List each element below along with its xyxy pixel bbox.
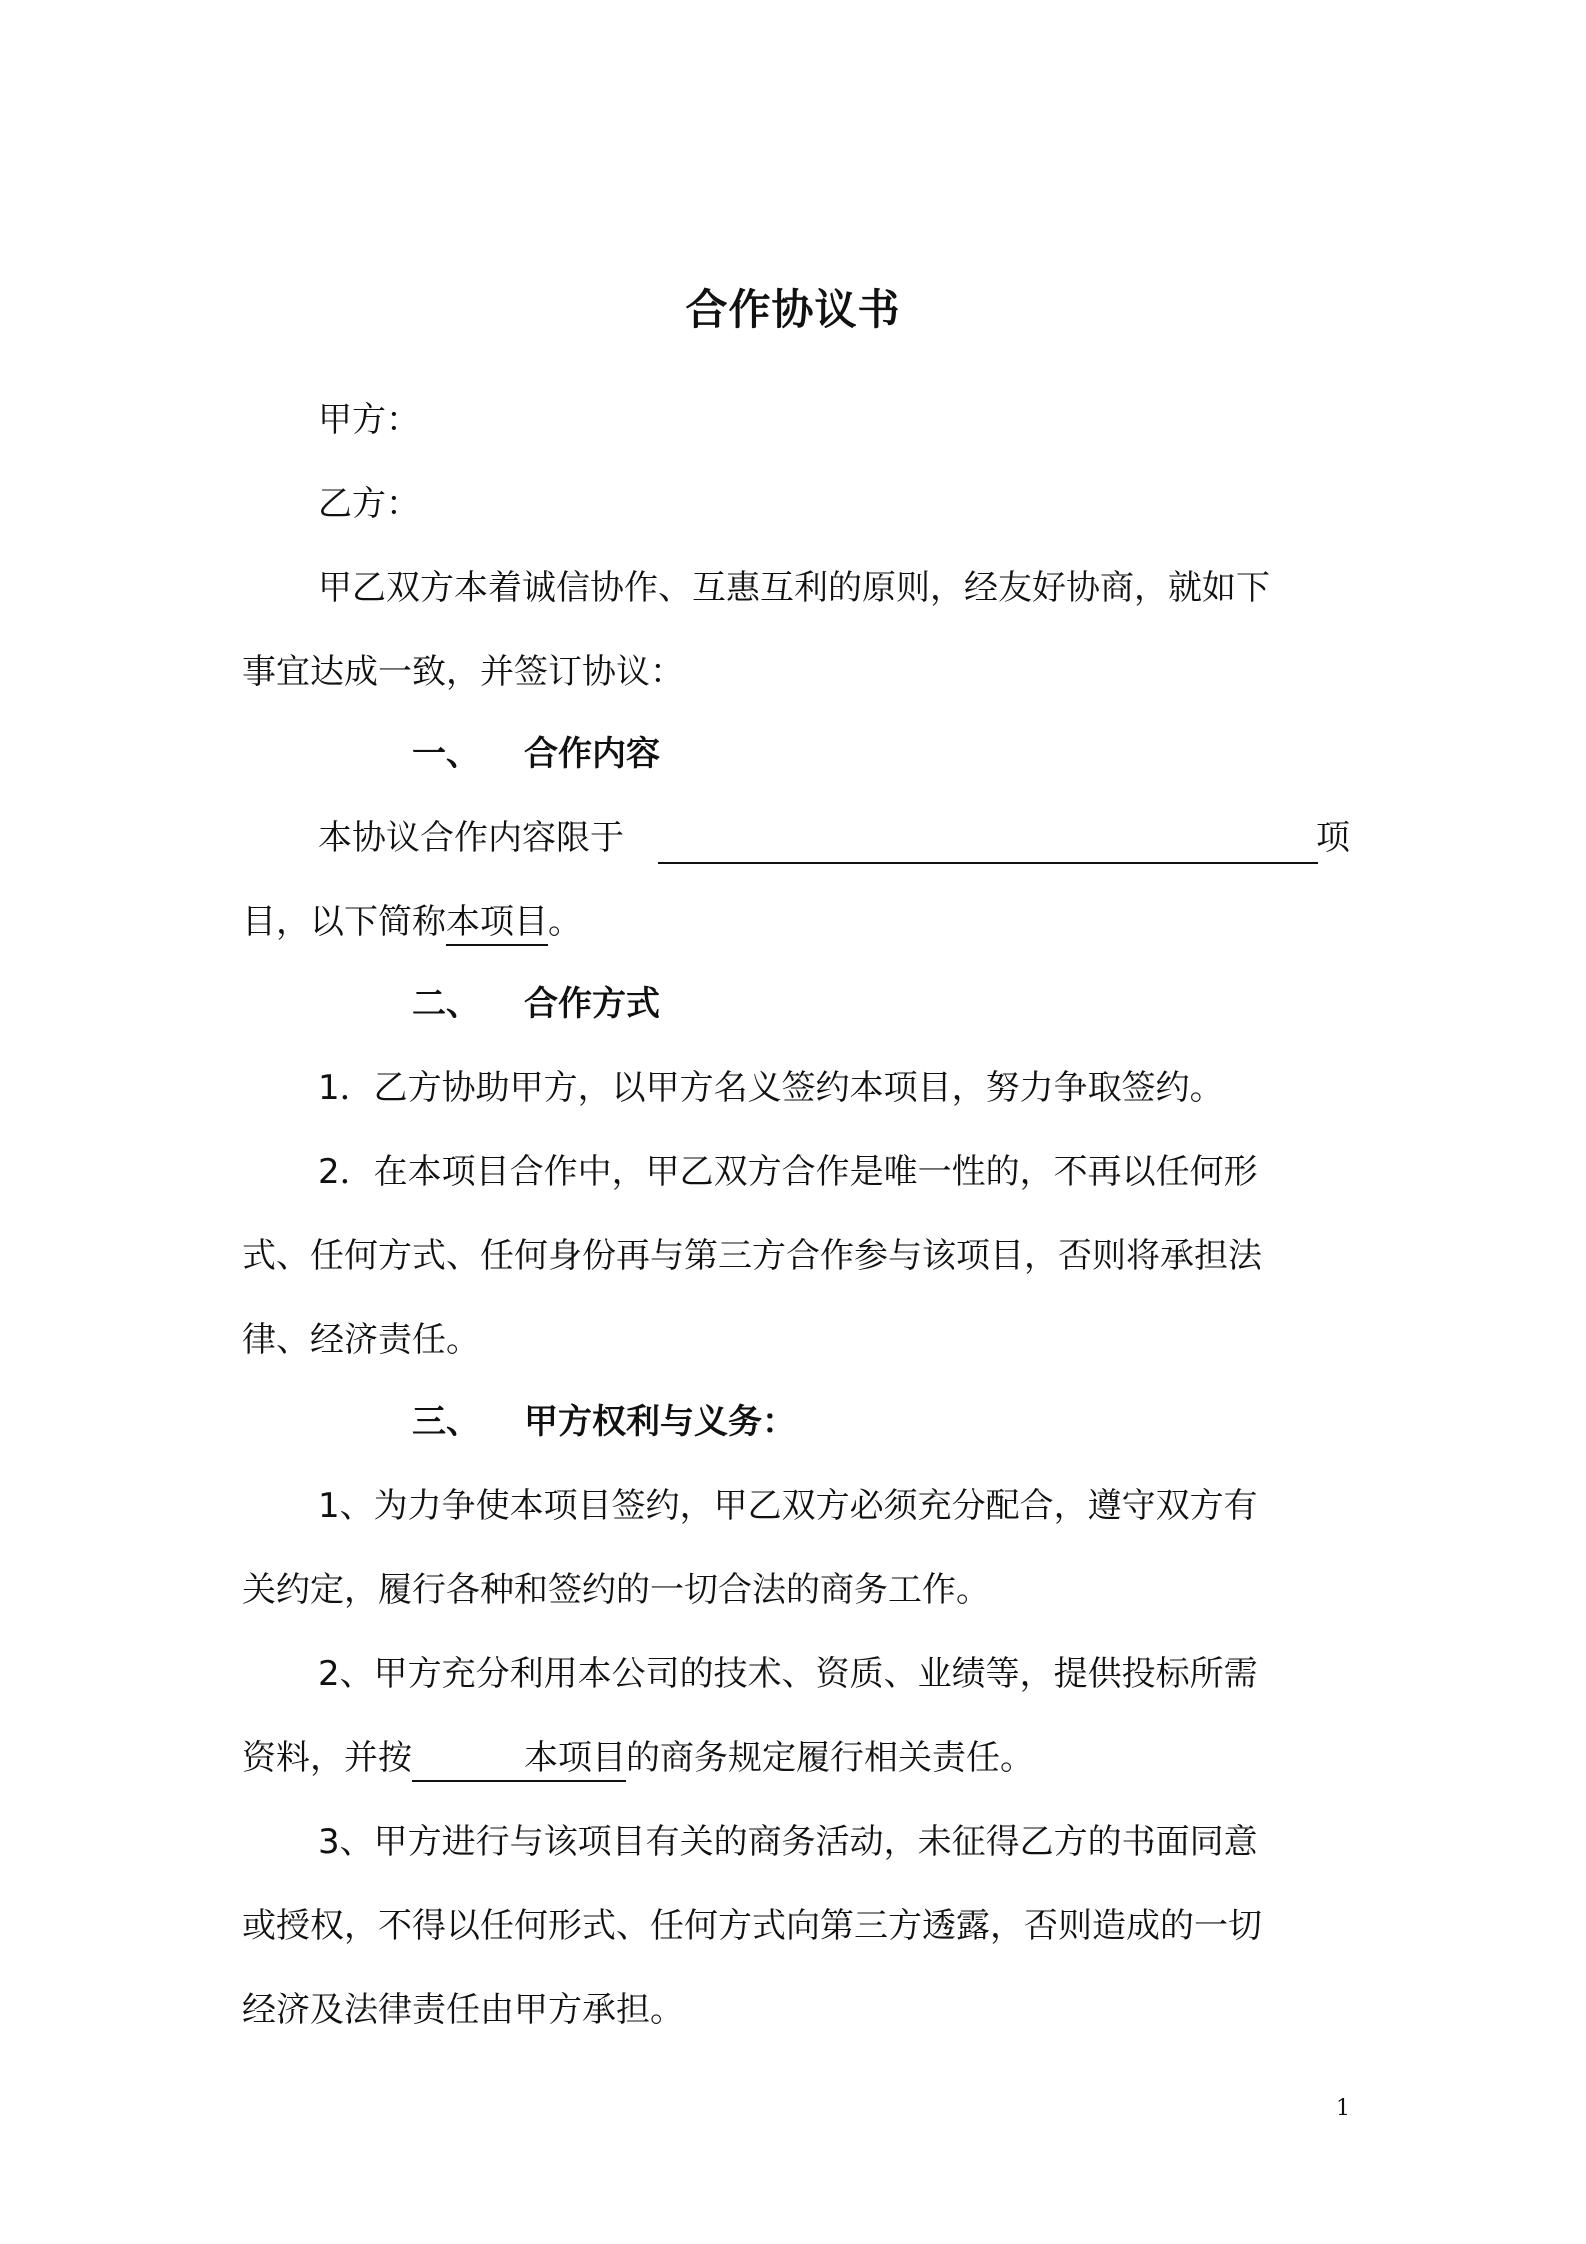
section-1-heading: 合作内容 [524, 734, 660, 774]
section-3-item-2-line-2-prefix: 资料，并按 [242, 1738, 412, 1778]
section-2-item-2-line-3: 律、经济责任。 [242, 1320, 480, 1360]
page-number: 1 [1336, 2096, 1350, 2121]
section-2-number: 二、 [412, 984, 480, 1024]
party-b-label: 乙方： [318, 484, 420, 524]
project-name-blank [658, 862, 1318, 864]
section-3-item-3-line-2: 或授权，不得以任何形式、任何方式向第三方透露，否则造成的一切 [242, 1906, 1262, 1946]
section-1-line-2 [242, 898, 582, 946]
section-1-line-2-prefix: 目，以下简称 [242, 902, 446, 942]
section-3-item-3-line-3: 经济及法律责任由甲方承担。 [242, 1990, 684, 2030]
section-3-item-3-line-1: 3、甲方进行与该项目有关的商务活动，未征得乙方的书面同意 [318, 1822, 1258, 1862]
intro-line-1: 甲乙双方本着诚信协作、互惠互利的原则，经友好协商，就如下 [318, 568, 1270, 608]
section-3-item-1-line-2: 关约定，履行各种和签约的一切合法的商务工作。 [242, 1570, 990, 1610]
section-3-item-2-line-1: 2、甲方充分利用本公司的技术、资质、业绩等，提供投标所需 [318, 1654, 1258, 1694]
intro-line-2: 事宜达成一致，并签订协议： [242, 652, 684, 692]
party-a-label: 甲方： [318, 400, 420, 440]
section-1-line-1-prefix: 本协议合作内容限于 [318, 818, 624, 858]
section-3-item-2-line-2 [242, 1734, 1034, 1782]
section-3-item-2-project-ref: 本项目 [412, 1736, 626, 1782]
section-3-number: 三、 [412, 1402, 480, 1442]
section-2-item-1: 1．乙方协助甲方，以甲方名义签约本项目，努力争取签约。 [318, 1068, 1224, 1108]
section-3-item-1-line-1: 1、为力争使本项目签约，甲乙双方必须充分配合，遵守双方有 [318, 1486, 1258, 1526]
section-1-line-2-suffix: 。 [548, 902, 582, 942]
section-3-heading: 甲方权利与义务： [524, 1402, 796, 1442]
section-1-project-short-name: 本项目 [446, 900, 548, 946]
section-1-line-1-suffix: 项 [1316, 818, 1350, 858]
section-2-item-2-line-2: 式、任何方式、任何身份再与第三方合作参与该项目，否则将承担法 [242, 1236, 1262, 1276]
document-title: 合作协议书 [685, 285, 901, 334]
section-3-item-2-line-2-suffix: 的商务规定履行相关责任。 [626, 1738, 1034, 1778]
section-1-number: 一、 [412, 734, 480, 774]
section-2-item-2-line-1: 2．在本项目合作中，甲乙双方合作是唯一性的，不再以任何形 [318, 1152, 1258, 1192]
section-2-heading: 合作方式 [524, 984, 660, 1024]
